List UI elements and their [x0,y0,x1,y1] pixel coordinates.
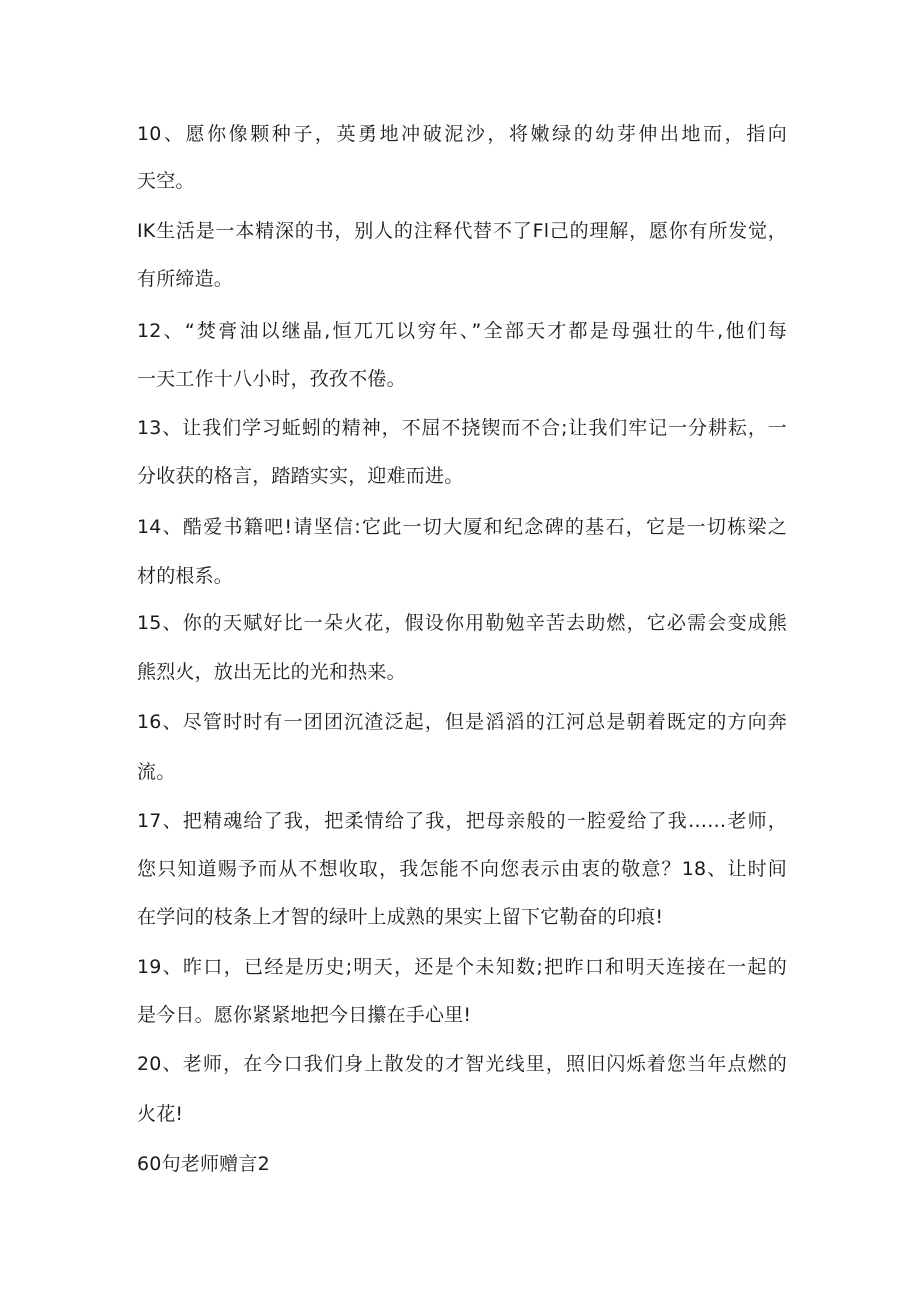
paragraph-line: 16、尽管时时有一团团沉渣泛起，但是滔滔的江河总是朝着既定的方向奔 [137,711,787,733]
paragraph-line: 分收获的格言，踏踏实实，迎难而进。 [137,465,464,487]
paragraph-line: 12、“焚膏油以继晶,恒兀兀以穷年、”全部天才都是母强壮的牛,他们每 [137,320,787,342]
paragraph-line: 13、让我们学习蚯蚓的精神，不屈不挠锲而不合;让我们牢记一分耕耘，一 [137,417,787,439]
paragraph-line: 一天工作十八小时，孜孜不倦。 [137,368,406,390]
paragraph-line: 火花! [137,1103,184,1125]
paragraph-line: 天空。 [137,170,195,192]
paragraph-line: 14、酷爱书籍吧!请坚信:它此一切大厦和纪念碑的基石，它是一切栋梁之 [137,516,787,538]
paragraph-line: 17、把精魂给了我，把柔情给了我，把母亲般的一腔爱给了我……老师， [137,810,787,832]
paragraph-line: 20、老师，在今口我们身上散发的才智光线里，照旧闪烁着您当年点燃的 [137,1053,787,1075]
paragraph-line: 15、你的天赋好比一朵火花，假设你用勒勉辛苦去助燃，它必需会变成熊 [137,612,787,634]
section-heading: 60句老师赠言2 [137,1153,270,1175]
paragraph-line: 10、愿你像颗种子，英勇地冲破泥沙，将嫩绿的幼芽伸出地而，指向 [137,123,787,145]
paragraph-line: 您只知道赐予而从不想收取，我怎能不向您表示由衷的敬意？18、让时间 [137,858,787,880]
paragraph-line: 熊烈火，放出无比的光和热来。 [137,661,406,683]
paragraph-line: 在学问的枝条上才智的绿叶上成熟的果实上留下它勒奋的印痕! [137,906,664,928]
paragraph-line: 材的根系。 [137,565,234,587]
paragraph-line: IK生活是一本精深的书，别人的注释代替不了Fl己的理解，愿你有所发觉， [137,220,787,242]
paragraph-line: 是今日。愿你紧紧地把今日攥在手心里! [137,1004,472,1026]
paragraph-line: 19、昨口，已经是历史;明天，还是个未知数;把昨口和明天连接在一起的 [137,956,787,978]
paragraph-line: 流。 [137,761,176,783]
paragraph-line: 有所缔造。 [137,268,234,290]
